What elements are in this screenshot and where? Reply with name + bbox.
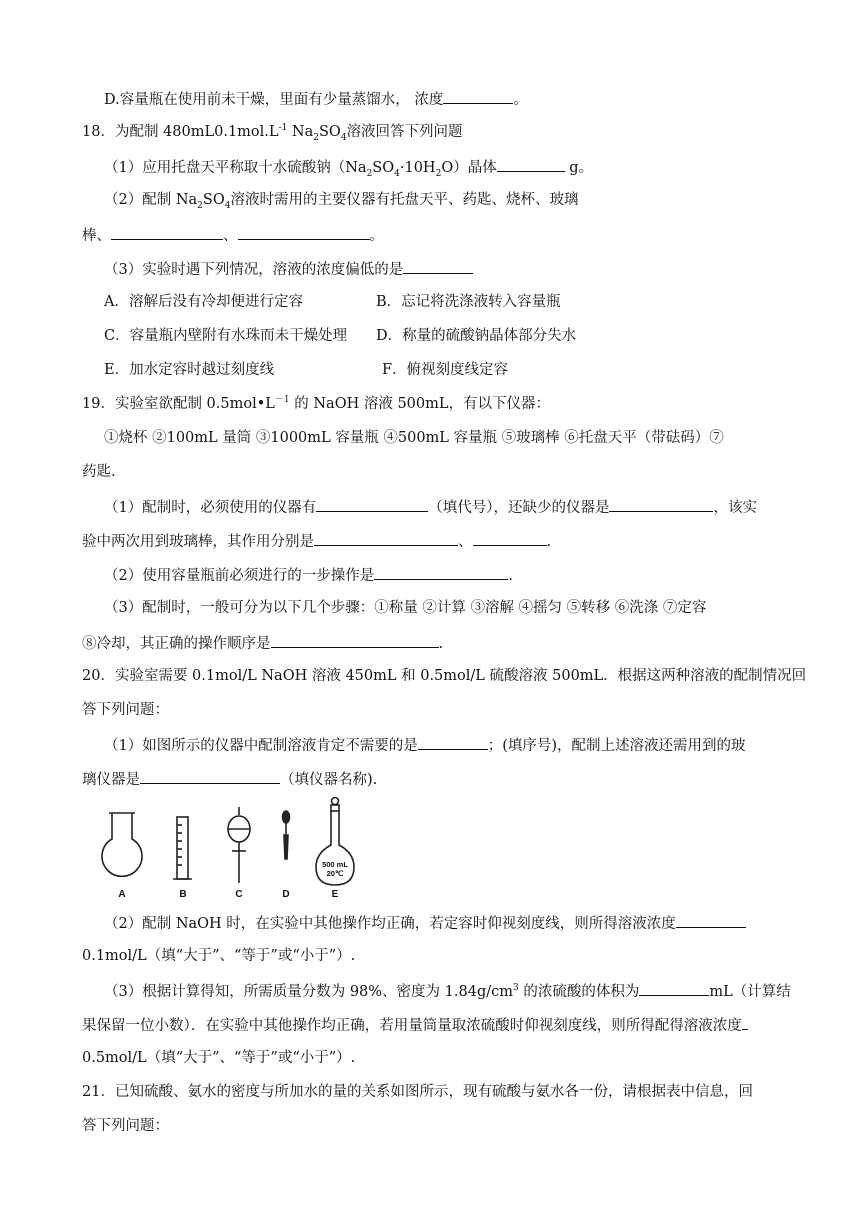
q20-stem: 20．实验室需要 0.1mol/L NaOH 溶液 450mL 和 0.5mol/L 硫酸溶液 500mL．根据这两种溶液的配制情况回	[82, 668, 807, 684]
answer-blank[interactable]	[443, 88, 513, 104]
graduated-cylinder-icon	[173, 817, 192, 879]
q19-instruments-cont: 药匙.	[82, 464, 116, 480]
q18-option-c: C．容量瓶内壁附有水珠而未干燥处理	[104, 328, 348, 344]
q19-stem: 19．实验室欲配制 $0.5mol•L^{-1}$ 的 NaOH 溶液 500mL，有以下仪器：	[82, 395, 551, 412]
answer-blank[interactable]	[374, 564, 508, 580]
q18-option-d: D．称量的硫酸钠晶体部分失水	[376, 328, 577, 344]
answer-blank[interactable]	[473, 530, 547, 546]
round-bottom-flask-icon	[102, 813, 142, 876]
answer-blank[interactable]	[271, 632, 439, 648]
answer-blank[interactable]	[403, 258, 473, 274]
q19-part-1: （1）配制时，必须使用的仪器有 （填代号），还缺少的仪器是 ，该实	[104, 496, 757, 518]
flask-temperature-label: 20℃	[326, 869, 344, 878]
separatory-funnel-icon	[228, 807, 250, 883]
q19-instruments: ①烧杯 ②100mL 量筒 ③1000mL 容量瓶 ④500mL 容量瓶 ⑤玻璃棒 ⑥托盘天平（带砝码）⑦	[104, 430, 724, 446]
q20-part-1: （1）如图所示的仪器中配制溶液肯定不需要的是 ；(填序号)，配制上述溶液还需用到的玻	[104, 734, 746, 756]
q19-part-1-cont: 验中两次用到玻璃棒，其作用分别是 、 .	[82, 530, 551, 552]
answer-blank[interactable]	[609, 496, 713, 512]
q17-option-d: D.容量瓶在使用前未干燥，里面有少量蒸馏水， 浓度 。	[104, 88, 528, 110]
q18-option-e: E．加水定容时越过刻度线	[104, 362, 275, 378]
figure-label-d: D	[282, 889, 290, 900]
q20-part-3: （3）根据计算得知，所需质量分数为 98%、密度为 $1.84g/cm^3$ 的浓硫酸的体积为 mL（计算结	[104, 980, 791, 1002]
q21-stem-cont: 答下列问题：	[82, 1118, 169, 1134]
q19-part-2: （2）使用容量瓶前必须进行的一步操作是 .	[104, 564, 513, 586]
figure-label-e: E	[331, 889, 339, 900]
q20-stem-cont: 答下列问题：	[82, 702, 169, 718]
q20-part-3-cont: 果保留一位小数）．在实验中其他操作均正确，若用量筒量取浓硫酸时仰视刻度线，则所得配得溶液浓度	[82, 1014, 748, 1036]
figure-label-b: B	[179, 889, 187, 900]
q19-part-3-cont: ⑧冷却，其正确的操作顺序是 .	[82, 632, 443, 654]
q18-part-1: （1）应用托盘天平称取十水硫酸钠$(Na_2SO_4\cdot 10H_2O)$晶体 g。	[104, 156, 593, 178]
q20-part-2: （2）配制 NaOH 时，在实验中其他操作均正确，若定容时仰视刻度线，则所得溶液浓度	[104, 912, 746, 934]
answer-blank[interactable]	[742, 1014, 748, 1030]
answer-blank[interactable]	[140, 768, 280, 784]
q21-stem: 21．已知硫酸、氨水的密度与所加水的量的关系如图所示，现有硫酸与氨水各一份，请根据表中信息，回	[82, 1084, 753, 1100]
answer-blank[interactable]	[497, 156, 565, 172]
q18-part-2-cont: 棒、 、 。	[82, 224, 384, 246]
q20-part-2-cont: 0.1mol/L（填“大于”、“等于”或“小于”）.	[82, 948, 356, 964]
flask-volume-label: 500 mL	[322, 860, 348, 869]
q20-part-1-cont: 璃仪器是 （填仪器名称).	[82, 768, 377, 790]
q18-stem: 18．为配制 $480mL0.1mol.L^{-1}$ $Na_2SO_4$溶液回答下列问题	[82, 123, 463, 143]
answer-blank[interactable]	[111, 224, 223, 240]
answer-blank[interactable]	[639, 980, 709, 996]
answer-blank[interactable]	[238, 224, 370, 240]
q18-part-2: （2）配制 $Na_2SO_4$溶液时需用的主要仪器有托盘天平、药匙、烧杯、玻璃	[104, 192, 579, 211]
q19-part-3: （3）配制时，一般可分为以下几个步骤：①称量 ②计算 ③溶解 ④摇匀 ⑤转移 ⑥洗涤 ⑦定容	[104, 600, 707, 616]
apparatus-figure	[98, 795, 368, 905]
q18-option-b: B．忘记将洗涤液转入容量瓶	[376, 294, 561, 310]
answer-blank[interactable]	[676, 912, 746, 928]
q18-part-3: （3）实验时遇下列情况，溶液的浓度偏低的是	[104, 258, 473, 280]
figure-label-c: C	[235, 889, 243, 900]
dropper-icon	[283, 811, 290, 859]
answer-blank[interactable]	[316, 496, 428, 512]
answer-blank[interactable]	[418, 734, 488, 750]
q20-part-3-cont2: 0.5mol/L（填“大于”、“等于”或“小于”）.	[82, 1050, 356, 1066]
q18-option-f: F．俯视刻度线定容	[382, 362, 509, 378]
answer-blank[interactable]	[314, 530, 458, 546]
figure-label-a: A	[118, 889, 126, 900]
q18-option-a: A．溶解后没有冷却便进行定容	[104, 294, 303, 310]
